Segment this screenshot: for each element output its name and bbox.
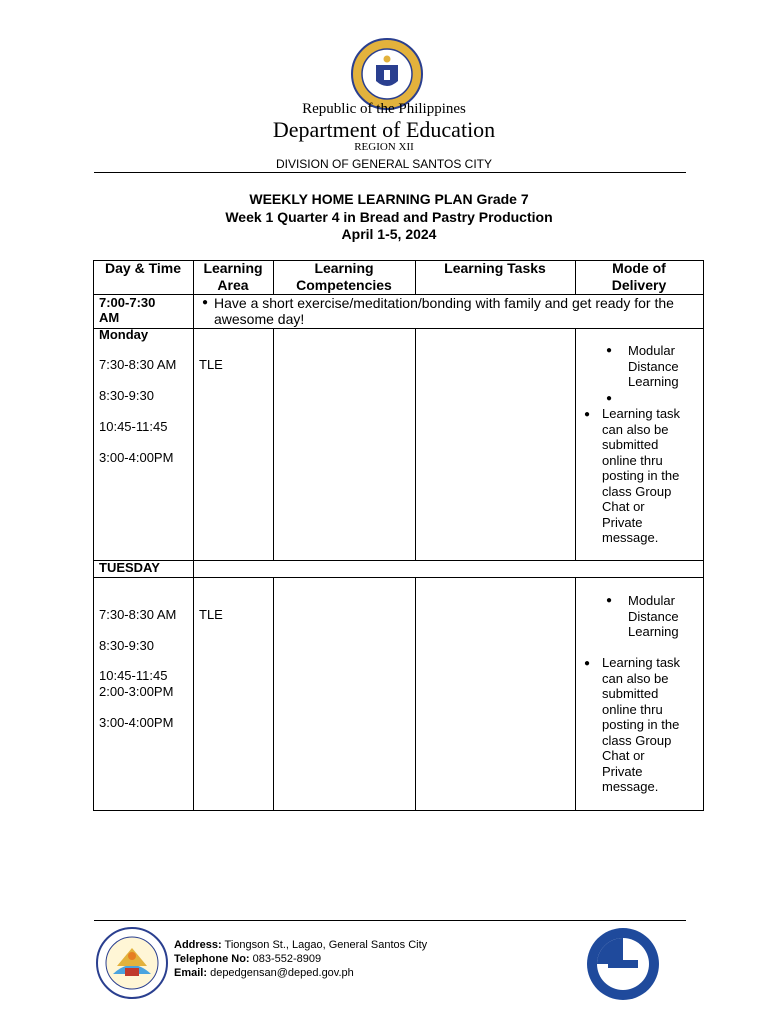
monday-time: 3:00-4:00PM (99, 450, 174, 465)
plan-date: April 1-5, 2024 (341, 226, 437, 242)
row-divider (93, 577, 704, 578)
plan-title: WEEKLY HOME LEARNING PLAN Grade 7 (249, 191, 529, 207)
delivery-line: class Group (602, 732, 672, 748)
delivery-line: class Group (602, 483, 672, 499)
telephone-label: Telephone No: (174, 953, 250, 965)
header-day-time: Day & Time (105, 260, 181, 276)
delivery-line: Learning (628, 624, 679, 639)
col-divider (415, 577, 416, 810)
col-divider (415, 328, 416, 560)
tuesday-label: TUESDAY (99, 560, 160, 575)
department-title: Department of Education (272, 117, 496, 142)
delivery-line: Distance (628, 608, 679, 624)
bullet-icon: ● (584, 409, 591, 420)
intro-activity (214, 295, 674, 327)
footer-divider (94, 920, 686, 921)
division-seal-icon (95, 926, 169, 1000)
table-border-right (703, 260, 704, 811)
delivery-line: Modular (628, 343, 675, 358)
address-value: Tiongson St., Lagao, General Santos City (224, 939, 428, 951)
telephone-value: 083-552-8909 (252, 953, 322, 965)
intro-time-line: 7:00-7:30 (99, 295, 156, 310)
monday-delivery-online (602, 406, 680, 546)
tuesday-learning-area: TLE (199, 607, 223, 622)
col-divider (193, 328, 194, 560)
delivery-line: message. (602, 530, 659, 545)
tuesday-time: 7:30-8:30 AM (99, 607, 177, 622)
delivery-line: Distance (628, 358, 679, 374)
delivery-line: can also be (602, 670, 669, 686)
monday-label: Monday (99, 327, 149, 342)
tuesday-time: 2:00-3:00PM (99, 684, 174, 699)
delivery-line: Learning (628, 374, 679, 389)
footer-address (174, 938, 427, 952)
delivery-line: posting in the (602, 468, 680, 483)
bullet-icon: ● (606, 393, 613, 404)
delivery-line: can also be (602, 421, 669, 437)
delivery-line: Chat or (602, 499, 645, 514)
header-competencies (273, 260, 415, 294)
header-divider (94, 172, 686, 173)
delivery-line: Private (602, 763, 643, 779)
delivery-line: Learning task (602, 406, 681, 421)
address-label: Address: (174, 939, 222, 951)
header-learning-area-line: Area (217, 277, 249, 293)
division-label: DIVISION OF GENERAL SANTOS CITY (275, 157, 493, 171)
email-value: depedgensan@deped.gov.ph (210, 967, 354, 979)
table-border-bottom (93, 810, 704, 811)
monday-learning-area: TLE (199, 357, 223, 372)
plan-subtitle: Week 1 Quarter 4 in Bread and Pastry Production (225, 209, 553, 225)
region-label: REGION XII (354, 141, 414, 153)
tuesday-time: 10:45-11:45 (99, 668, 168, 683)
col-divider (575, 328, 576, 560)
intro-activity-line: awesome day! (214, 311, 305, 327)
col-divider (193, 560, 194, 577)
email-label: Email: (174, 967, 208, 979)
header-learning-tasks: Learning Tasks (444, 260, 546, 276)
delivery-line: online thru (602, 452, 663, 468)
bullet-icon: ● (584, 658, 591, 669)
deped-seal-icon (350, 37, 424, 111)
header-delivery-line: Delivery (611, 277, 667, 293)
intro-time-line: AM (99, 310, 120, 325)
col-divider (273, 328, 274, 560)
col-divider (273, 577, 274, 810)
footer-telephone (174, 952, 321, 966)
delivery-line: posting in the (602, 717, 680, 732)
learning-plan-table (93, 260, 704, 811)
delivery-line: submitted (602, 686, 659, 701)
delivery-line: Private (602, 514, 643, 530)
iso-9001-badge-icon (586, 927, 660, 1001)
col-divider (193, 577, 194, 810)
header-competencies-line: Competencies (296, 277, 392, 293)
republic-label: Republic of the Philippines (302, 101, 466, 117)
delivery-line: submitted (602, 437, 659, 452)
bullet-icon: ● (606, 595, 613, 606)
row-divider (93, 328, 704, 329)
bullet-icon: ● (202, 297, 209, 308)
monday-time: 10:45-11:45 (99, 419, 168, 434)
tuesday-delivery-modular (628, 593, 679, 640)
header-mode-of-delivery (575, 260, 703, 294)
header-learning-area (193, 260, 273, 294)
tuesday-delivery-online (602, 655, 680, 795)
tuesday-time: 8:30-9:30 (99, 638, 154, 653)
header-competencies-line: Learning (314, 260, 374, 276)
delivery-line: message. (602, 779, 659, 794)
monday-time: 7:30-8:30 AM (99, 357, 177, 372)
header-delivery-line: Mode of (612, 260, 666, 276)
delivery-line: Learning task (602, 655, 681, 670)
col-divider (575, 577, 576, 810)
col-divider (193, 294, 194, 328)
delivery-line: Chat or (602, 748, 645, 763)
footer-email (174, 966, 354, 980)
row-divider (93, 560, 704, 561)
monday-delivery-modular (628, 343, 679, 390)
header-learning-area-line: Learning (203, 260, 263, 276)
monday-time: 8:30-9:30 (99, 388, 154, 403)
delivery-line: online thru (602, 701, 663, 717)
intro-activity-line: Have a short exercise/meditation/bonding with family and get ready for the (214, 295, 674, 311)
intro-time (99, 295, 155, 325)
tuesday-time: 3:00-4:00PM (99, 715, 174, 730)
table-border-left (93, 260, 94, 811)
bullet-icon: ● (606, 345, 613, 356)
delivery-line: Modular (628, 593, 675, 608)
